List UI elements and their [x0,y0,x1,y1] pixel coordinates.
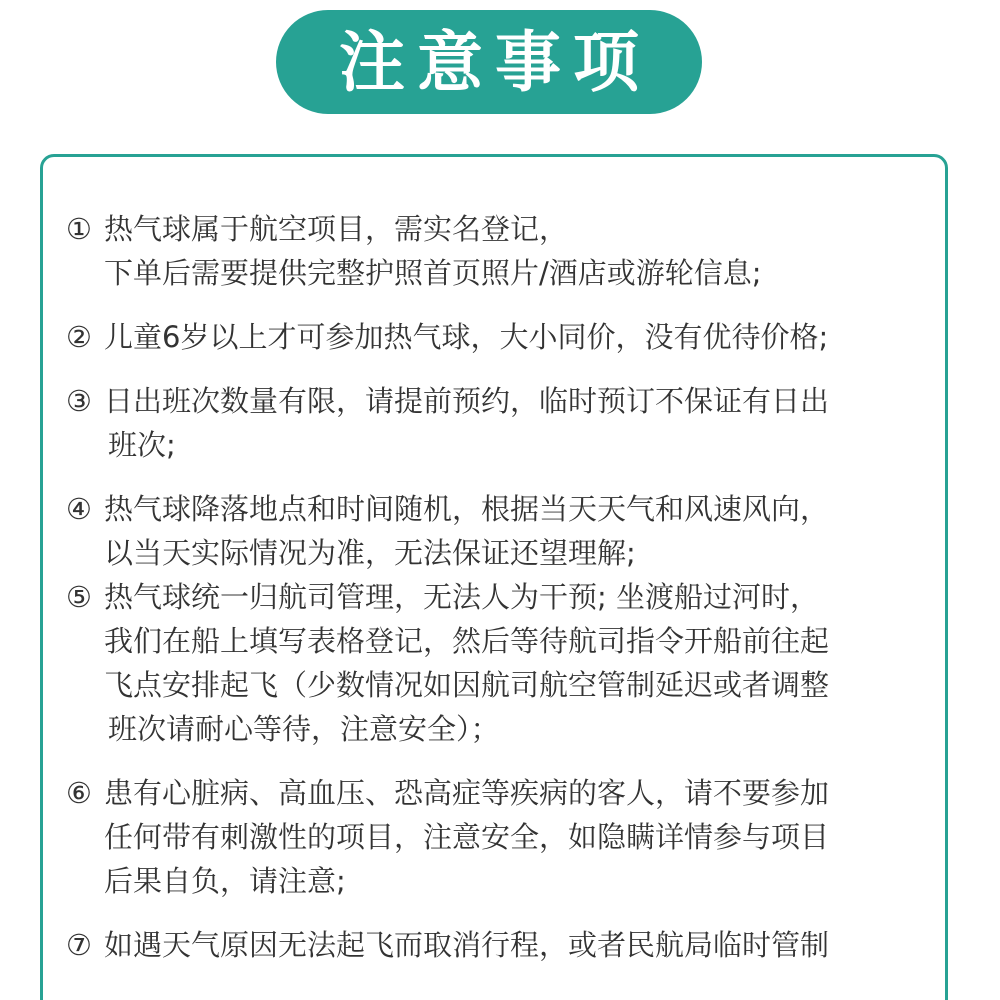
note-number: ③ [66,384,92,418]
note-line: 如遇天气原因无法起飞而取消行程，或者民航局临时管制 [104,928,830,962]
note-line: 我们在船上填写表格登记，然后等待航司指令开船前往起 [104,624,830,658]
note-line: 日出班次数量有限，请提前预约，临时预订不保证有日出 [104,384,830,418]
note-number: ④ [66,492,92,526]
note-number: ⑦ [66,928,92,962]
note-line: 班次请耐心等待，注意安全）； [108,712,500,746]
note-item-3 [66,379,946,467]
note-line: 热气球降落地点和时间随机，根据当天天气和风速风向， [104,492,830,526]
note-item-6 [66,771,946,903]
note-item-2 [66,315,946,359]
note-line: 后果自负，请注意; [104,864,346,898]
note-line: 儿童6岁以上才可参加热气球，大小同价，没有优待价格; [104,320,829,354]
note-line: 患有心脏病、高血压、恐高症等疾病的客人，请不要参加 [104,776,830,810]
notes-list [66,207,946,967]
note-line: 班次; [108,428,176,462]
title-banner [276,10,702,114]
note-item-7 [66,923,946,967]
note-line: 以当天实际情况为准，无法保证还望理解; [104,536,636,570]
page-title: 注意事项 [339,23,651,101]
note-line: 热气球属于航空项目，需实名登记， [104,212,569,246]
note-number: ⑤ [66,580,92,614]
note-item-4 [66,487,946,575]
note-line: 热气球统一归航司管理，无法人为干预; 坐渡船过河时， [104,580,819,614]
note-number: ① [66,212,92,246]
note-line: 下单后需要提供完整护照首页照片/酒店或游轮信息; [104,256,762,290]
note-number: ② [66,320,92,354]
note-number: ⑥ [66,776,92,810]
note-item-1 [66,207,946,295]
note-item-5 [66,575,946,751]
note-line: 任何带有刺激性的项目，注意安全，如隐瞒详情参与项目 [104,820,830,854]
note-line: 飞点安排起飞（少数情况如因航司航空管制延迟或者调整 [104,668,830,702]
